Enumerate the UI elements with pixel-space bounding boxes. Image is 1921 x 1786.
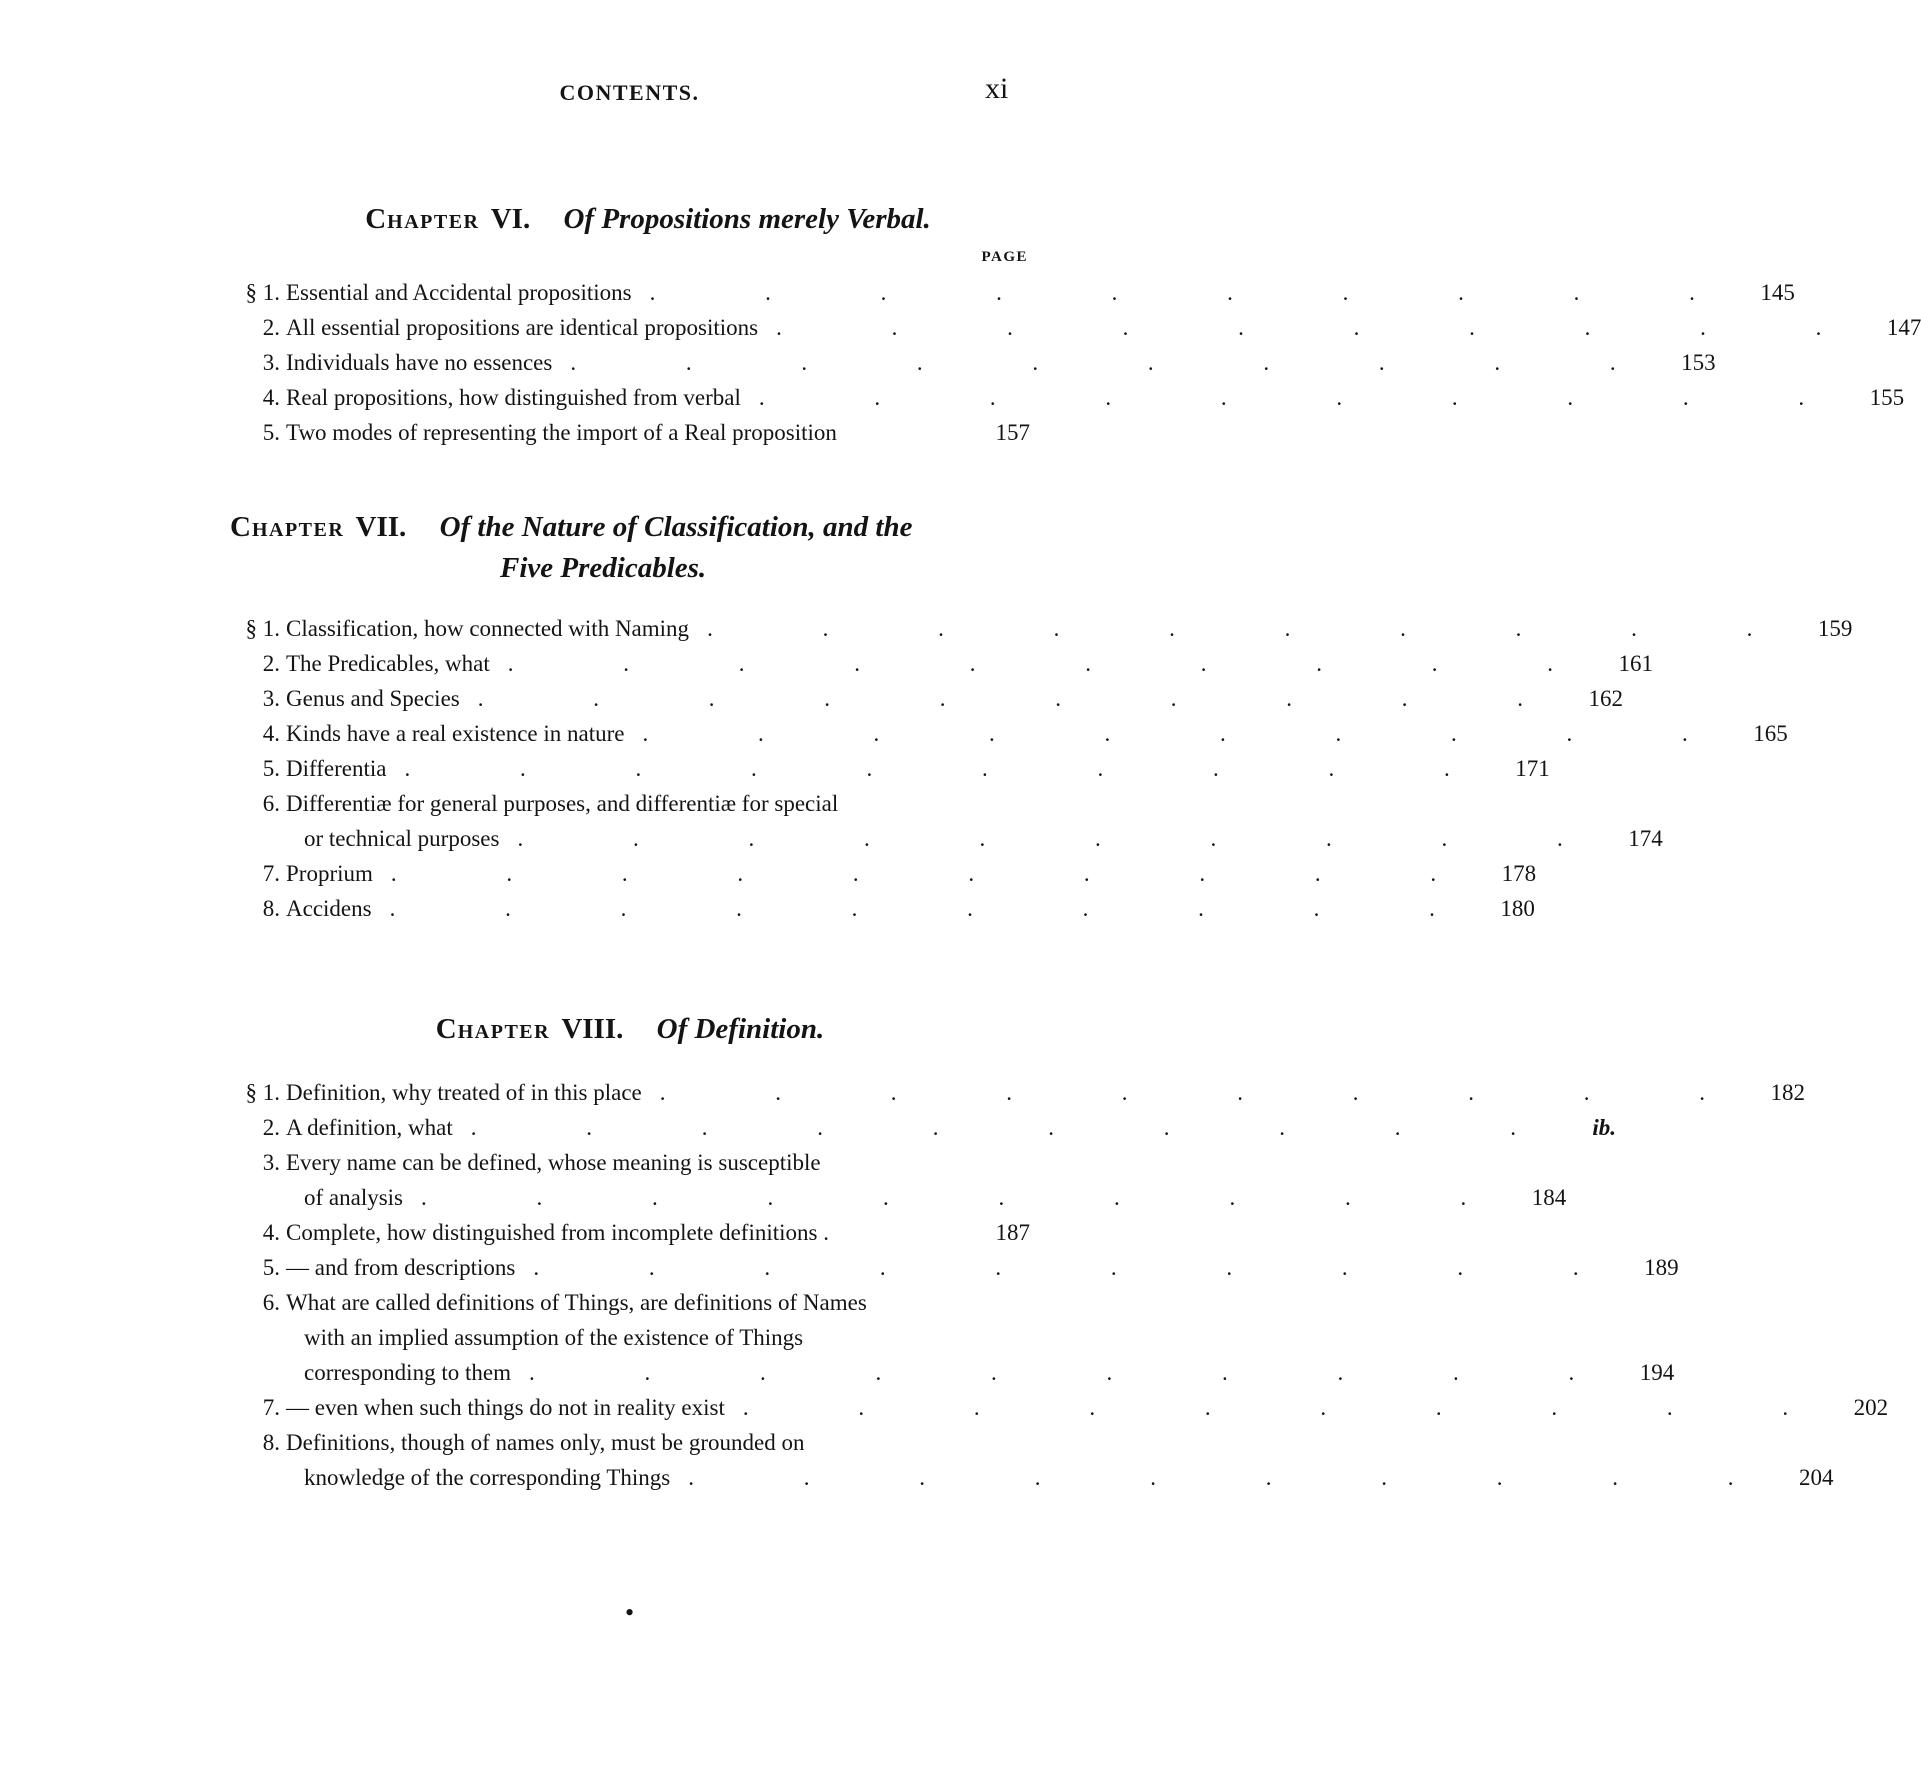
page-number: 194: [1639, 1360, 1675, 1385]
toc-entry[interactable]: § 1. Essential and Accidental propositions . . . . . . . . . . 145: [230, 275, 1030, 310]
page-number: 187: [995, 1220, 1030, 1245]
footer-mark: •: [625, 1598, 635, 1627]
chapter-6-title: Of Propositions merely Verbal.: [563, 203, 931, 235]
chapter-7-title-line-2: Five Predicables.: [500, 552, 707, 584]
page-number: 174: [1628, 826, 1663, 851]
running-head-title: CONTENTS.: [559, 80, 700, 105]
page-number: 162: [1588, 686, 1623, 711]
chapter-7-heading: CHAPTER VII. Of the Nature of Classification, and the Five Predicables.: [230, 508, 1030, 587]
chapter-7: [230, 508, 1853, 926]
toc-entry[interactable]: 3. Genus and Species . . . . . . . . . . 162: [230, 681, 1030, 716]
toc-entry[interactable]: 4. Complete, how distinguished from incomplete definitions . 187: [230, 1215, 1030, 1250]
chapter-6-entries: [230, 275, 1921, 450]
toc-entry[interactable]: 4. Kinds have a real existence in nature . . . . . . . . . . 165: [230, 716, 1030, 751]
chapter-8-heading: CHAPTER VIII. Of Definition.: [435, 1013, 825, 1045]
chapter-8-title: Of Definition.: [656, 1013, 825, 1045]
toc-entry[interactable]: 5. — and from descriptions . . . . . . . . . . 189: [230, 1250, 1030, 1285]
page-number: 161: [1618, 651, 1653, 676]
page-number: 147: [1886, 315, 1921, 340]
page-number: 157: [995, 420, 1030, 445]
toc-entry[interactable]: 2. The Predicables, what . . . . . . . . . . 161: [230, 646, 1030, 681]
toc-entry[interactable]: 8. Definitions, though of names only, must be grounded on knowledge of the corresponding Things . . . . . . . . . . 204: [230, 1425, 1030, 1495]
toc-entry[interactable]: § 1. Classification, how connected with Naming . . . . . . . . . . 159: [230, 611, 1030, 646]
chapter-7-title: Of the Nature of Classification, and the: [439, 511, 913, 543]
toc-entry[interactable]: 3. Every name can be defined, whose meaning is susceptible of analysis . . . . . . . . . . 184: [230, 1145, 1030, 1215]
toc-entry[interactable]: 7. — even when such things do not in reality exist . . . . . . . . . . 202: [230, 1390, 1030, 1425]
toc-entry[interactable]: 6. Differentiæ for general purposes, and differentiæ for special or technical purposes . . . . . . . . . . 174: [230, 786, 1030, 856]
chapter-8-number: VIII.: [561, 1013, 624, 1045]
chapter-7-number: VII.: [355, 511, 407, 543]
toc-entry[interactable]: 5. Two modes of representing the import of a Real proposition 157: [230, 415, 1030, 450]
page-number: 189: [1644, 1255, 1679, 1280]
toc-entry[interactable]: 7. Proprium . . . . . . . . . . 178: [230, 856, 1030, 891]
toc-entry[interactable]: 3. Individuals have no essences . . . . . . . . . . 153: [230, 345, 1030, 380]
toc-entry[interactable]: 6. What are called definitions of Things, are definitions of Names with an implied assumption of the existence of Things corresponding to them . . . . . . . . . . 194: [230, 1285, 1030, 1390]
page-column-label: PAGE: [981, 249, 1028, 265]
page-number: 171: [1515, 756, 1550, 781]
page-number: 204: [1798, 1465, 1834, 1490]
page-number: 159: [1817, 616, 1853, 641]
toc-entry[interactable]: 8. Accidens . . . . . . . . . . 180: [230, 891, 1030, 926]
page-number: 155: [1869, 385, 1905, 410]
chapter-6-heading: CHAPTER VI. Of Propositions merely Verbal.: [365, 203, 931, 235]
chapter-8-entries: [230, 1075, 1889, 1495]
page-number: 180: [1500, 896, 1535, 921]
toc-entry[interactable]: 2. A definition, what . . . . . . . . . . ib.: [230, 1110, 1030, 1145]
page-number: 153: [1681, 350, 1716, 375]
toc-entry[interactable]: § 1. Definition, why treated of in this place . . . . . . . . . . 182: [230, 1075, 1030, 1110]
toc-entry[interactable]: 2. All essential propositions are identical propositions . . . . . . . . . . 147: [230, 310, 1030, 345]
running-head-page-number: xi: [985, 72, 1009, 105]
page-number: ib.: [1592, 1115, 1616, 1140]
page-number: 165: [1753, 721, 1788, 746]
toc-entry[interactable]: 4. Real propositions, how distinguished from verbal . . . . . . . . . . 155: [230, 380, 1030, 415]
page-number: 182: [1770, 1080, 1806, 1105]
chapter-6-number: VI.: [490, 203, 531, 235]
chapter-8: [230, 1010, 1889, 1495]
toc-entry[interactable]: 5. Differentia . . . . . . . . . . 171: [230, 751, 1030, 786]
page-number: 178: [1501, 861, 1537, 886]
running-head: [0, 72, 1259, 112]
chapter-6: [230, 200, 1921, 450]
page-number: 184: [1531, 1185, 1567, 1210]
page-number: 202: [1853, 1395, 1889, 1420]
chapter-7-entries: [230, 611, 1853, 926]
page-number: 145: [1760, 280, 1795, 305]
